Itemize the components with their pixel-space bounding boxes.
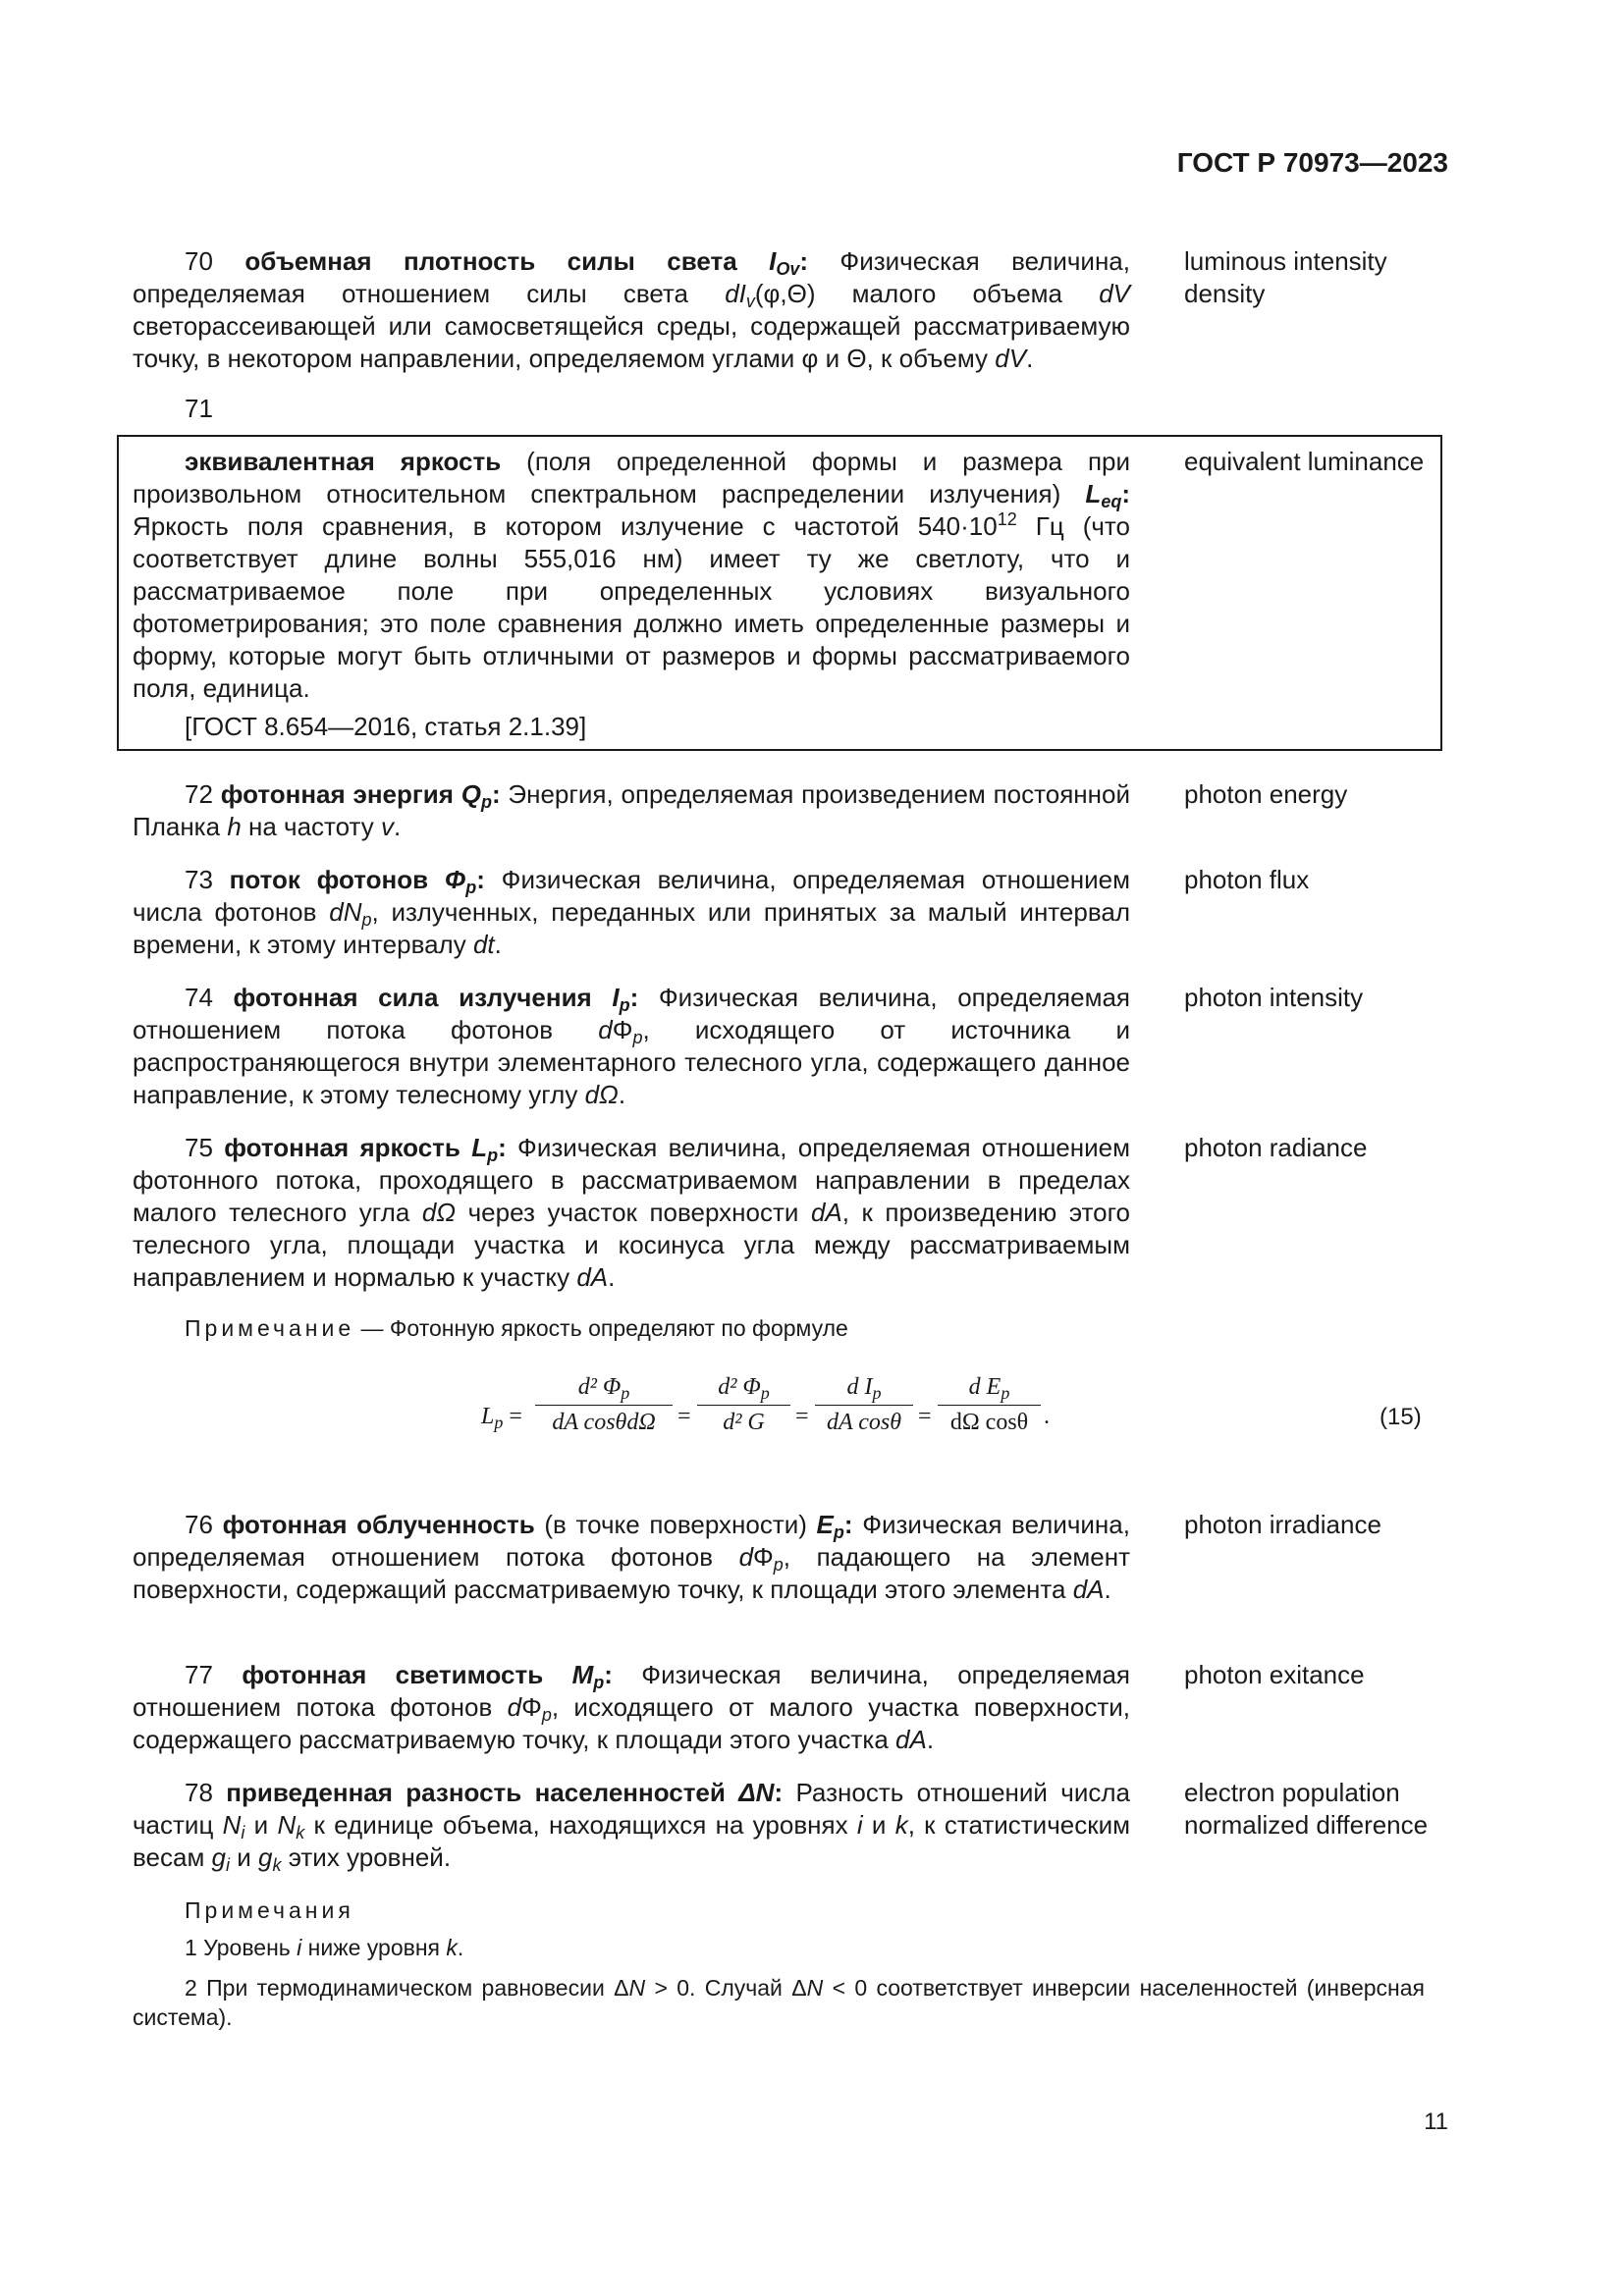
- formula-fraction-3: $\frac{d I_p}{\text{dA cosθ}}$: [815, 1374, 913, 1436]
- english-term-70: luminous intensity density: [1184, 246, 1387, 308]
- english-term-73: photon flux: [1184, 865, 1310, 894]
- term-title: фотонная яркость: [224, 1133, 460, 1162]
- term-title: фотонная светимость: [242, 1660, 544, 1689]
- formula-equals: =: [677, 1404, 691, 1429]
- term-entry-74: 74 фотонная сила излучения $I_p$: Физическая величина, определяемая отношением потока фотонов $d\Phi_p$, исходящего от источника и распространяющегося внутри элементарного телесного угла, содержащего данное направление, к этому телесному углу dΩ.: [133, 983, 1130, 1109]
- term-entry-77: 77 фотонная светимость $M_p$: Физическая величина, определяемая отношением потока фотонов $d\Phi_p$, исходящего от малого участка поверхности, содержащего рассматриваемую точку, к площади этого участка dA.: [133, 1660, 1130, 1754]
- term-entry-76: 76 фотонная облученность (в точке поверхности) $E_p$: Физическая величина, определяемая отношением потока фотонов $d\Phi_p$, падающего на элемент поверхности, содержащий рассматриваемую точку, к площади этого элемента dA.: [133, 1510, 1131, 1604]
- term-number-71: 71: [185, 394, 213, 423]
- english-term-78: electron population normalized difference: [1184, 1778, 1429, 1840]
- term-title: объемная плотность силы света: [244, 246, 737, 276]
- page-number: 11: [1424, 2109, 1448, 2135]
- formula-lhs: $L_p$ =: [481, 1404, 522, 1432]
- english-term-71: equivalent luminance: [1184, 447, 1425, 476]
- term-entry-71: эквивалентная яркость (поля определенной формы и размера при произвольном относительном спектральном распределении излучения) $L_{eq}$: Яркость поля сравнения, в котором излучение с частотой $540\cdot 10^{12}$ Гц (что соответствует длине волны 555,016 нм) имеет ту же светлоту, что и рассматриваемое поле при определенных условиях визуального фотометрирования; это поле сравнения должно иметь определенные размеры и форму, которые могут быть отличными от размеров и формы рассматриваемого поля, единица.: [133, 447, 1131, 703]
- term-entry-78: 78 приведенная разность населенностей ΔN: Разность отношений числа частиц $N_i$ и $N_k$ к единице объема, находящихся на уровнях i и k, к статистическим весам $g_i$ и $g_k$ этих уровней.: [133, 1778, 1130, 1875]
- formula-equals: =: [795, 1404, 809, 1429]
- formula-fraction-4: $\frac{d E_p}{\text{dΩ cosθ}}$: [938, 1374, 1041, 1436]
- formula-fraction-2: $\frac{d^2 \Phi_p}{\text{d² G}}$: [697, 1374, 790, 1436]
- document-number: ГОСТ Р 70973—2023: [1176, 147, 1448, 178]
- formula-equals: =: [918, 1404, 932, 1429]
- term-entry-75: 75 фотонная яркость $L_p$: Физическая величина, определяемая отношением фотонного потока, проходящего в рассматриваемом направлении в пределах малого телесного угла dΩ через участок поверхности dA, к произведению этого телесного угла, площади участка и косинуса угла между рассматриваемым направлением и нормалью к участку dA.: [133, 1133, 1130, 1292]
- english-term-75: photon radiance: [1184, 1133, 1368, 1162]
- note-75: Примечание — Фотонную яркость определяют по формуле: [185, 1315, 848, 1341]
- formula-fraction-1: d² $\Phi_p$ dA cosθdΩ: [535, 1374, 673, 1436]
- english-term-76: photon irradiance: [1184, 1510, 1381, 1539]
- note-1-78: 1 Уровень i ниже уровня k.: [185, 1935, 464, 1960]
- note-2-78: 2 При термодинамическом равновесии ΔN > 0. Случай ΔN < 0 соответствует инверсии населенностей (инверсная система).: [133, 1975, 1425, 2030]
- english-term-72: photon energy: [1184, 779, 1348, 809]
- term-entry-72: 72 фотонная энергия $Q_p$: Энергия, определяемая произведением постоянной Планка h на частоту v.: [133, 779, 1130, 841]
- term-source-71: [ГОСТ 8.654—2016, статья 2.1.39]: [185, 712, 587, 741]
- term-title: фотонная облученность: [222, 1510, 535, 1539]
- term-title: эквивалентная яркость: [185, 447, 502, 476]
- equation-number: (15): [1380, 1404, 1422, 1430]
- term-title: фотонная сила излучения: [233, 983, 592, 1012]
- english-term-77: photon exitance: [1184, 1660, 1365, 1689]
- term-title: фотонная энергия: [220, 779, 454, 809]
- formula-period: .: [1044, 1404, 1050, 1429]
- term-entry-70: 70 объемная плотность силы света $I_{Ov}$: Физическая величина, определяемая отношением силы света $dI_v(\varphi,\Theta)$ малого объема dV светорассеивающей или самосветящейся среды, содержащей рассматриваемую точку, в некотором направлении, определяемом углами φ и Θ, к объему dV.: [133, 246, 1130, 373]
- formula-photon-radiance: [471, 1374, 1080, 1463]
- term-title: приведенная разность населенностей: [226, 1778, 726, 1807]
- english-term-74: photon intensity: [1184, 983, 1364, 1012]
- term-title: поток фотонов: [229, 865, 429, 894]
- notes-heading-78: Примечания: [185, 1897, 354, 1923]
- term-entry-73: 73 поток фотонов $\Phi_p$: Физическая величина, определяемая отношением числа фотонов $dN_p$, излученных, переданных или принятых за малый интервал времени, к этому интервалу dt.: [133, 865, 1130, 959]
